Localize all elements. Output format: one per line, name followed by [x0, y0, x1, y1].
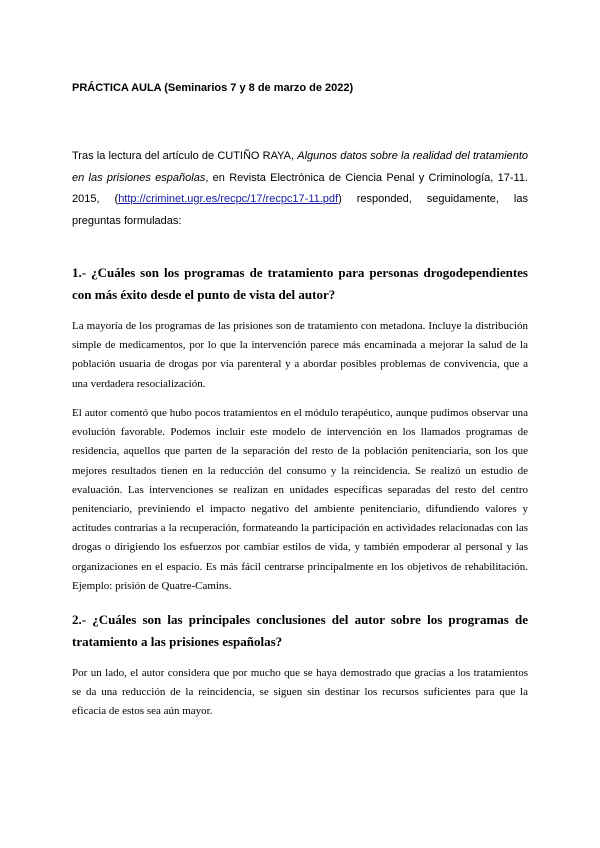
answer-1-paragraph-1: La mayoría de los programas de las prisiones son de tratamiento con metadona. Incluye la distribución simple de medicamentos, por lo que la intervención parece más encaminada a mejorar la salud de la población usuaria de drogas por vía parenteral y a abordar posibles problemas de convivencia, que a una verdadera resocialización. [72, 320, 528, 390]
answer-1-paragraph-2: El autor comentó que hubo pocos tratamientos en el módulo terapéutico, aunque pudimos observar una evolución favorable. Podemos incluir este modelo de intervención en los llamados programas de residencia, aquellos que parten de la separación del resto de la población penitenciaria, son los que mejores resultados tienen en la reducción del consumo y la reincidencia. Se realizó un estudio de evaluación. Las intervenciones se realizan en unidades específicas separadas del resto del centro penitenciario, previniendo el impacto negativo del ambiente penitenciario, difundiendo valores y actitudes contrarias a la recuperación, formateando la participación en actividades relacionadas con las drogas o dirigiendo los esfuerzos por cambiar estilos de vida, y también empoderar al personal y las organizaciones en el espacio. Es más fácil centrarse principalmente en los objetivos de rehabilitación. Ejemplo: prisión de Quatre-Camins. [72, 407, 528, 592]
intro-paragraph [72, 146, 528, 232]
article-link[interactable]: http://criminet.ugr.es/recpc/17/recpc17-11.pdf [118, 193, 339, 205]
question-2-heading: 2.- ¿Cuáles son las principales conclusiones del autor sobre los programas de tratamiento a las prisiones españolas? [72, 612, 528, 649]
article-title: Algunos datos sobre la realidad del tratamiento en las prisiones españolas [72, 150, 528, 184]
intro-text-3: ) responded, seguidamente, las preguntas formuladas: [72, 193, 528, 227]
intro-text-1: Tras la lectura del artículo de CUTIÑO RAYA, [72, 150, 298, 162]
document-title: PRÁCTICA AULA (Seminarios 7 y 8 de marzo de 2022) [72, 82, 354, 94]
answer-2-paragraph-1: Por un lado, el autor considera que por mucho que se haya demostrado que gracias a los tratamientos se da una reducción de la reincidencia, se siguen sin destinar los recursos suficientes para que la eficacia de estos sea aún mayor. [72, 667, 528, 718]
question-1-heading: 1.- ¿Cuáles son los programas de tratamiento para personas drogodependientes con más éxito desde el punto de vista del autor? [72, 265, 528, 302]
intro-text-2: , en Revista Electrónica de Ciencia Penal y Criminología, 17-11. 2015, ( [72, 171, 528, 205]
